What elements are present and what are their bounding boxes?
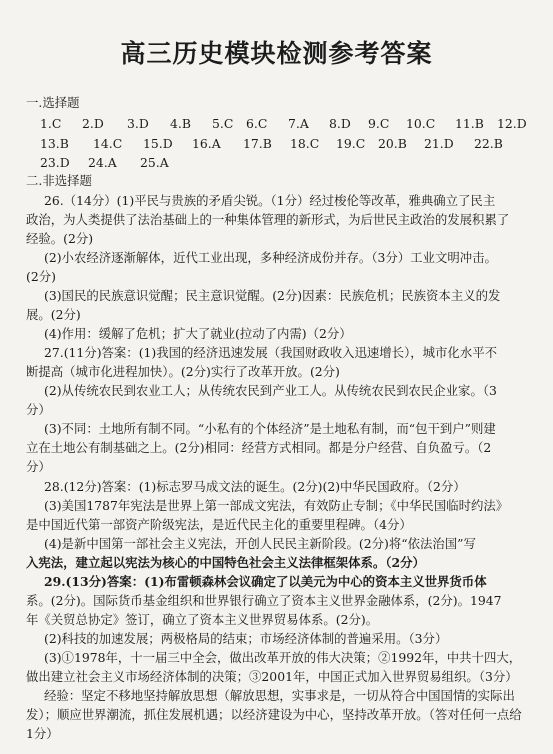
answer-item: 11.B [455,116,484,131]
answer-line: (2)从传统农民到农业工人；从传统农民到产业工人。从传统农民到农民企业家。（3 [44,383,497,398]
answer-item: 5.C [212,116,234,131]
answer-line: (3)国民的民族意识觉醒；民主意识觉醒。(2分)因素：民族危机；民族资本主义的发 [44,288,501,303]
answer-line: 1分） [26,726,59,741]
answer-line: 展。(2分) [26,307,81,322]
answer-item: 24.A [88,155,117,170]
answer-line: 是中国近代第一部资产阶级宪法，是近代民主化的重要里程碑。（4分） [26,517,412,532]
answer-item: 3.D [127,116,149,131]
answer-line: 入宪法，建立起以宪法为核心的中国特色社会主义法律框架体系。（2分） [26,555,425,570]
answer-item: 16.A [192,136,221,151]
answer-line: (2)小农经济逐渐解体，近代工业出现，多种经济成份并存。（3分）工业文明冲击。 [44,250,497,265]
answer-item: 23.D [40,155,70,170]
answer-item: 9.C [368,116,390,131]
answer-line: 经验。(2分) [26,231,94,246]
answer-item: 7.A [288,116,309,131]
answer-line: 年《关贸总协定》签订，确立了资本主义世界贸易体系。(2分)。 [26,612,379,627]
answer-line: (2)科技的加速发展；两极格局的结束；市场经济体制的普遍采用。（3分） [44,631,448,646]
answer-item: 20.B [378,136,407,151]
answer-item: 1.C [40,116,62,131]
answer-item: 6.C [246,116,268,131]
answer-line: 发）；顺应世界潮流，抓住发展机遇；以经济建设为中心，坚持改革开放。（答对任何一点给 [26,707,522,722]
section-heading-multiple-choice: 一.选择题 [26,95,80,110]
answer-item: 12.D [497,116,527,131]
answer-line: (2分) [26,269,56,284]
answer-item: 8.D [329,116,351,131]
answer-item: 13.B [40,136,69,151]
answer-line: 29.(13分)答案：(1)布雷顿森林会议确定了以美元为中心的资本主义世界货币体 [44,574,487,589]
answer-line: 27.(11分)答案：(1)我国的经济迅速发展（我国财政收入迅速增长），城市化水平不 [44,345,497,360]
answer-item: 22.B [474,136,503,151]
answer-line: 分） [26,459,51,474]
answer-line: 断提高（城市化进程加快）。(2分)实行了改革开放。(2分) [26,364,340,379]
answer-item: 4.B [170,116,191,131]
answer-item: 15.D [143,136,173,151]
answer-line: 分） [26,402,51,417]
answer-item: 2.D [82,116,104,131]
page-title: 高三历史模块检测参考答案 [120,39,433,68]
answer-item: 10.C [406,116,436,131]
answer-line: 政治，为人类提供了法治基础上的一种集体管理的新形式，为后世民主政治的发展积累了 [26,212,510,227]
section-heading-non-choice: 二.非选择题 [26,173,92,188]
answer-line: 经验：坚定不移地坚持解放思想（解放思想，实事求是，一切从符合中国国情的实际出 [44,688,515,703]
answer-line: (3)不同：土地所有制不同。“小私有的个体经济”是土地私有制，而“包干到户”则建 [44,421,496,436]
answer-line: (4)是新中国第一部社会主义宪法，开创人民民主新阶段。(2分)将“依法治国”写 [44,536,476,551]
answer-line: 立在土地公有制基础之上。(2分)相同：经营方式相同。都是分户经营、自负盈亏。（2 [26,440,492,455]
answer-item: 25.A [140,155,169,170]
answer-item: 18.C [290,136,320,151]
answer-line: 26.（14分）(1)平民与贵族的矛盾尖锐。（1分）经过梭伦等改革，雅典确立了民主 [44,193,496,208]
answer-line: 做出建立社会主义市场经济体制的决策；③2001年，中国正式加入世界贸易组织。（3分） [26,669,518,684]
answer-item: 21.D [424,136,454,151]
answer-item: 19.C [336,136,366,151]
answer-line: (3)美国1787年宪法是世界上第一部成文宪法，有效防止专制；《中华民国临时约法》 [44,498,509,513]
answer-line: (4)作用：缓解了危机；扩大了就业(拉动了内需)（2分） [44,326,352,341]
answer-line: 系。(2分)。国际货币基金组织和世界银行确立了资本主义世界金融体系，(2分)。1947 [26,593,502,608]
answer-item: 14.C [93,136,123,151]
answer-line: 28.(12分)答案：(1)标志罗马成文法的诞生。(2分)(2)中华民国政府。（2分） [44,479,466,494]
answer-item: 17.B [243,136,272,151]
answer-line: (3)①1978年，十一届三中全会，做出改革开放的伟大决策；②1992年，中共十四大， [44,650,522,665]
